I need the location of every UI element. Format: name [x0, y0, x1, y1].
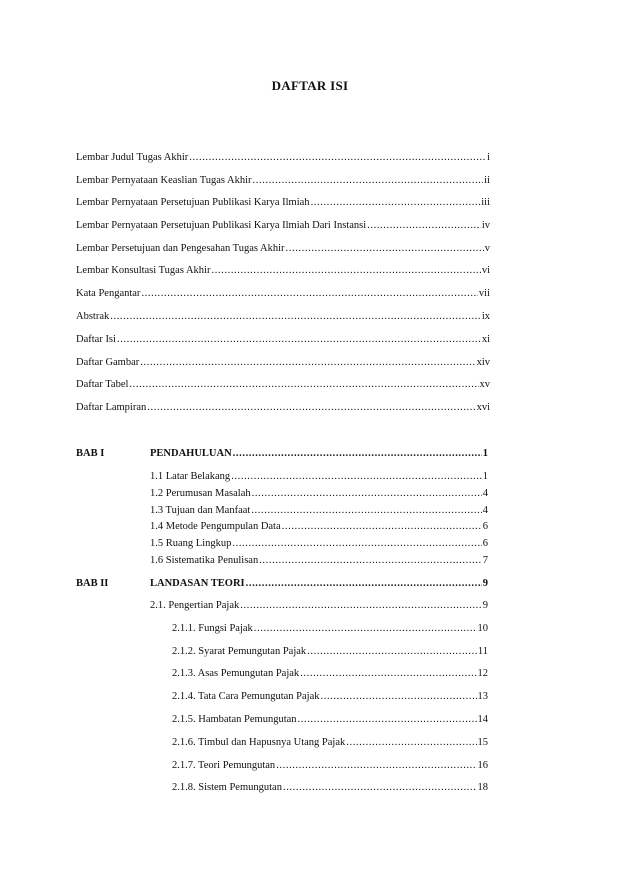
- toc-subsection-entry: 2.1.3. Asas Pemungutan Pajak ..... 12: [172, 667, 488, 681]
- leader-dots: [367, 219, 481, 233]
- leader-dots: [147, 401, 475, 415]
- toc-subsection-entry: 2.1.4. Tata Cara Pemungutan Pajak ..... 13: [172, 690, 488, 704]
- leader-dots: [246, 577, 482, 591]
- toc-entry: Daftar Gambar ..... xiv: [76, 356, 490, 370]
- toc-entry: Daftar Tabel ..... xv: [76, 378, 490, 392]
- leader-dots: [298, 713, 477, 727]
- leader-dots: [253, 174, 484, 188]
- leader-dots: [282, 520, 482, 534]
- toc-entry: Abstrak ..... ix: [76, 310, 490, 324]
- page-title: DAFTAR ISI: [271, 78, 349, 93]
- chapter-title-entry: PENDAHULUAN ..... 1: [150, 447, 488, 461]
- leader-dots: [254, 622, 477, 636]
- toc-entry: Kata Pengantar ..... vii: [76, 287, 490, 301]
- leader-dots: [129, 378, 478, 392]
- leader-dots: [251, 504, 481, 518]
- leader-dots: [307, 645, 477, 659]
- leader-dots: [117, 333, 481, 347]
- toc-section-entry: 1.1 Latar Belakang ..... 1: [150, 470, 488, 484]
- chapter-number: BAB II: [76, 578, 109, 589]
- leader-dots: [141, 287, 477, 301]
- toc-subsection-entry: 2.1.5. Hambatan Pemungutan ..... 14: [172, 713, 488, 727]
- toc-subsection-entry: 2.1.1. Fungsi Pajak ..... 10: [172, 622, 488, 636]
- leader-dots: [252, 487, 482, 501]
- toc-subsection-entry: 2.1.8. Sistem Pemungutan ..... 18: [172, 781, 488, 795]
- toc-section-entry: 1.2 Perumusan Masalah ..... 4: [150, 487, 488, 501]
- leader-dots: [283, 781, 477, 795]
- toc-entry: Daftar Isi ..... xi: [76, 333, 490, 347]
- toc-section-entry: 1.6 Sistematika Penulisan ..... 7: [150, 554, 488, 568]
- toc-section-entry: 1.3 Tujuan dan Manfaat ..... 4: [150, 504, 488, 518]
- leader-dots: [211, 264, 480, 278]
- toc-section-entry: 1.4 Metode Pengumpulan Data ..... 6: [150, 520, 488, 534]
- leader-dots: [233, 447, 482, 461]
- toc-entry: Lembar Pernyataan Keaslian Tugas Akhir ..... ii: [76, 174, 490, 188]
- toc-entry: Lembar Persetujuan dan Pengesahan Tugas Akhir ..... v: [76, 242, 490, 256]
- chapter-number: BAB I: [76, 448, 105, 459]
- leader-dots: [321, 690, 477, 704]
- leader-dots: [276, 759, 476, 773]
- leader-dots: [189, 151, 486, 165]
- leader-dots: [259, 554, 482, 568]
- toc-subsection-entry: 2.1.6. Timbul dan Hapusnya Utang Pajak ..... 15: [172, 736, 488, 750]
- leader-dots: [110, 310, 481, 324]
- leader-dots: [300, 667, 476, 681]
- toc-section-entry: 2.1. Pengertian Pajak ..... 9: [150, 599, 488, 613]
- leader-dots: [140, 356, 475, 370]
- toc-subsection-entry: 2.1.7. Teori Pemungutan ..... 16: [172, 759, 488, 773]
- leader-dots: [231, 470, 482, 484]
- toc-entry: Lembar Pernyataan Persetujuan Publikasi Karya Ilmiah ..... iii: [76, 196, 490, 210]
- leader-dots: [240, 599, 482, 613]
- leader-dots: [232, 537, 481, 551]
- toc-entry: Lembar Pernyataan Persetujuan Publikasi Karya Ilmiah Dari Instansi ..... iv: [76, 219, 490, 233]
- toc-subsection-entry: 2.1.2. Syarat Pemungutan Pajak ..... 11: [172, 645, 488, 659]
- leader-dots: [311, 196, 481, 210]
- toc-entry: Lembar Konsultasi Tugas Akhir ..... vi: [76, 264, 490, 278]
- toc-entry: Daftar Lampiran ..... xvi: [76, 401, 490, 415]
- chapter-title-entry: LANDASAN TEORI ..... 9: [150, 577, 488, 591]
- toc-section-entry: 1.5 Ruang Lingkup ..... 6: [150, 537, 488, 551]
- leader-dots: [346, 736, 476, 750]
- leader-dots: [286, 242, 484, 256]
- toc-entry: Lembar Judul Tugas Akhir ..... i: [76, 151, 490, 165]
